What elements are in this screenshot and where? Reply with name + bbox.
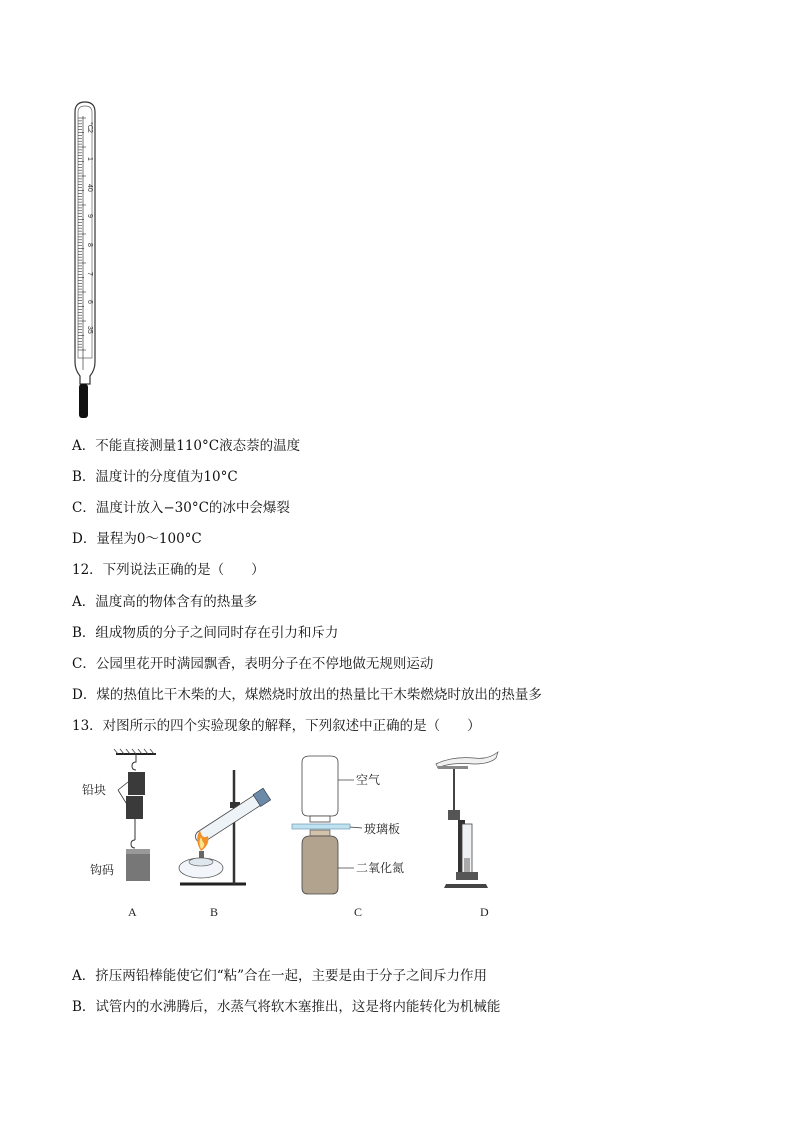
q11-option-b: B．温度计的分度值为10°C: [72, 469, 238, 485]
figure-d-compression: [436, 752, 498, 888]
figure-c-gas-bottles: [292, 756, 404, 894]
scale-label-unit: °C: [86, 122, 93, 130]
thermometer-figure: [66, 100, 106, 422]
q12-option-d: D．煤的热值比干木柴的大，煤燃烧时放出的热量比干木柴燃烧时放出的热量多: [72, 687, 542, 703]
q13-option-a: A．挤压两铅棒能使它们“粘”合在一起，主要是由于分子之间斥力作用: [72, 968, 488, 984]
q11-option-c: C．温度计放入−30°C的冰中会爆裂: [72, 500, 290, 516]
label-lead-block: 铅块: [82, 783, 107, 797]
q12-option-b: B．组成物质的分子之间同时存在引力和斥力: [72, 625, 339, 641]
figure-a-lead-blocks: [82, 749, 156, 881]
figure-caption-a: A: [128, 905, 137, 919]
q13-option-b: B．试管内的水沸腾后，水蒸气将软木塞推出，这是将内能转化为机械能: [72, 999, 501, 1015]
q12-option-a: A．温度高的物体含有的热量多: [72, 594, 258, 610]
label-glass-plate: 玻璃板: [364, 822, 401, 836]
figure-caption-b: B: [210, 905, 219, 919]
scale-label: 9: [86, 214, 93, 218]
label-nitrogen-dioxide: 二氧化氮: [356, 861, 405, 875]
q11-option-a: A．不能直接测量110°C液态萘的温度: [72, 438, 301, 454]
scale-label: 7: [86, 272, 93, 276]
label-hook-weight: 钩码: [90, 863, 115, 877]
scale-label: 35: [86, 326, 93, 334]
scale-label: 1: [86, 157, 93, 161]
scale-label: 8: [86, 243, 93, 247]
scale-label: 6: [86, 300, 93, 304]
q13-stem: 13．对图所示的四个实验现象的解释，下列叙述中正确的是（ ）: [72, 718, 481, 734]
scale-label: 2: [86, 129, 93, 133]
q11-option-d: D．量程为0～100°C: [72, 531, 202, 547]
figure-caption-c: C: [354, 905, 363, 919]
label-air: 空气: [356, 773, 381, 787]
scale-label: 40: [86, 184, 93, 192]
q12-stem: 12．下列说法正确的是（ ）: [72, 562, 265, 578]
q12-option-c: C．公园里花开时满园飘香，表明分子在不停地做无规则运动: [72, 656, 434, 672]
q13-experiment-figure: [80, 748, 520, 928]
figure-caption-d: D: [480, 905, 489, 919]
figure-b-test-tube: [179, 770, 271, 884]
